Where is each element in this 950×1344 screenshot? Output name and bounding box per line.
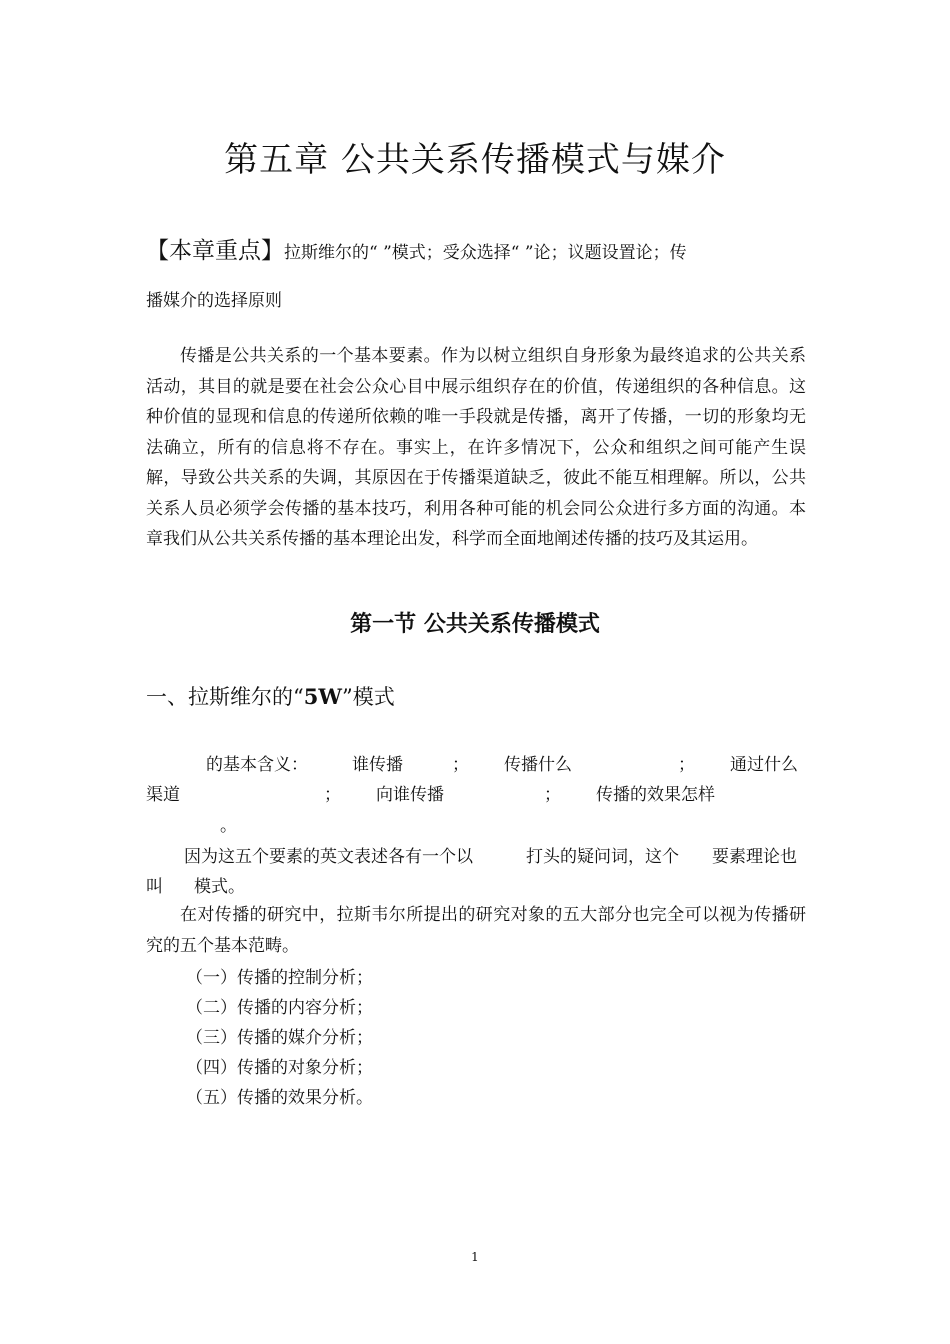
key-points-text-1: 拉斯维尔的“ ”模式；受众选择“ ”论；议题设置论；传 [284,243,687,263]
meaning-end: 。 [220,816,237,836]
list-item: （一）传播的控制分析； [186,968,373,988]
intro-paragraph: 传播是公共关系的一个基本要素。作为以树立组织自身形象为最终追求的公共关系活动，其目的就是要在社会公众心目中展示组织存在的价值，传递组织的各种信息。这种价值的显现和信息的传递所依赖的唯一手段就是传播，离开了传播，一切的形象均无法确立，所有的信息将不存在。事实上，在许多情况下，公众和组织之间可能产生误解，导致公共关系的失调，其原因在于传播渠道缺乏，彼此不能互相理解。所以，公共关系人员必须学会传播的基本技巧，利用各种可能的机会同公众进行多方面的沟通。本章我们从公共关系传播的基本理论出发，科学而全面地阐述传播的技巧及其运用。 [146,346,806,549]
because-text-5: 模式。 [194,877,245,897]
because-text-3: 要素理论也 [712,847,797,867]
meaning-what: 传播什么 [504,755,572,775]
because-text-2: 打头的疑问词，这个 [526,847,679,867]
meaning-lead: 的基本含义： [206,755,308,775]
meaning-channel-b: 渠道 [146,785,180,805]
key-points-heading: 【本章重点】 [146,238,284,264]
subsection-title [146,681,395,711]
key-points-line-2: 播媒介的选择原则 [146,291,282,311]
subsection-title-bold: 5W [303,684,342,709]
section-title: 第一节 公共关系传播模式 [350,612,600,637]
meaning-effect: 传播的效果怎样 [596,785,715,805]
meaning-whom: 向谁传播 [376,785,444,805]
list-item: （三）传播的媒介分析； [186,1028,373,1048]
meaning-sep-4: ； [544,785,561,805]
meaning-who: 谁传播 [352,755,403,775]
meaning-sep-3: ； [324,785,341,805]
because-text-1: 因为这五个要素的英文表述各有一个以 [184,847,473,867]
subsection-title-prefix: 一、拉斯维尔的“ [146,685,304,709]
meaning-sep-1: ； [452,755,469,775]
key-points-line-1 [146,232,806,265]
because-text-4: 叫 [146,877,163,897]
chapter-title: 第五章 公共关系传播模式与媒介 [224,140,726,180]
research-paragraph: 在对传播的研究中，拉斯韦尔所提出的研究对象的五大部分也完全可以视为传播研究的五个基本范畴。 [146,905,806,956]
list-item: （五）传播的效果分析。 [186,1088,373,1108]
list-item: （四）传播的对象分析； [186,1058,373,1078]
meaning-sep-2: ； [678,755,695,775]
subsection-title-suffix: ”模式 [341,685,395,709]
meaning-channel-a: 通过什么 [730,755,798,775]
page-number: 1 [471,1250,479,1264]
list-item: （二）传播的内容分析； [186,998,373,1018]
